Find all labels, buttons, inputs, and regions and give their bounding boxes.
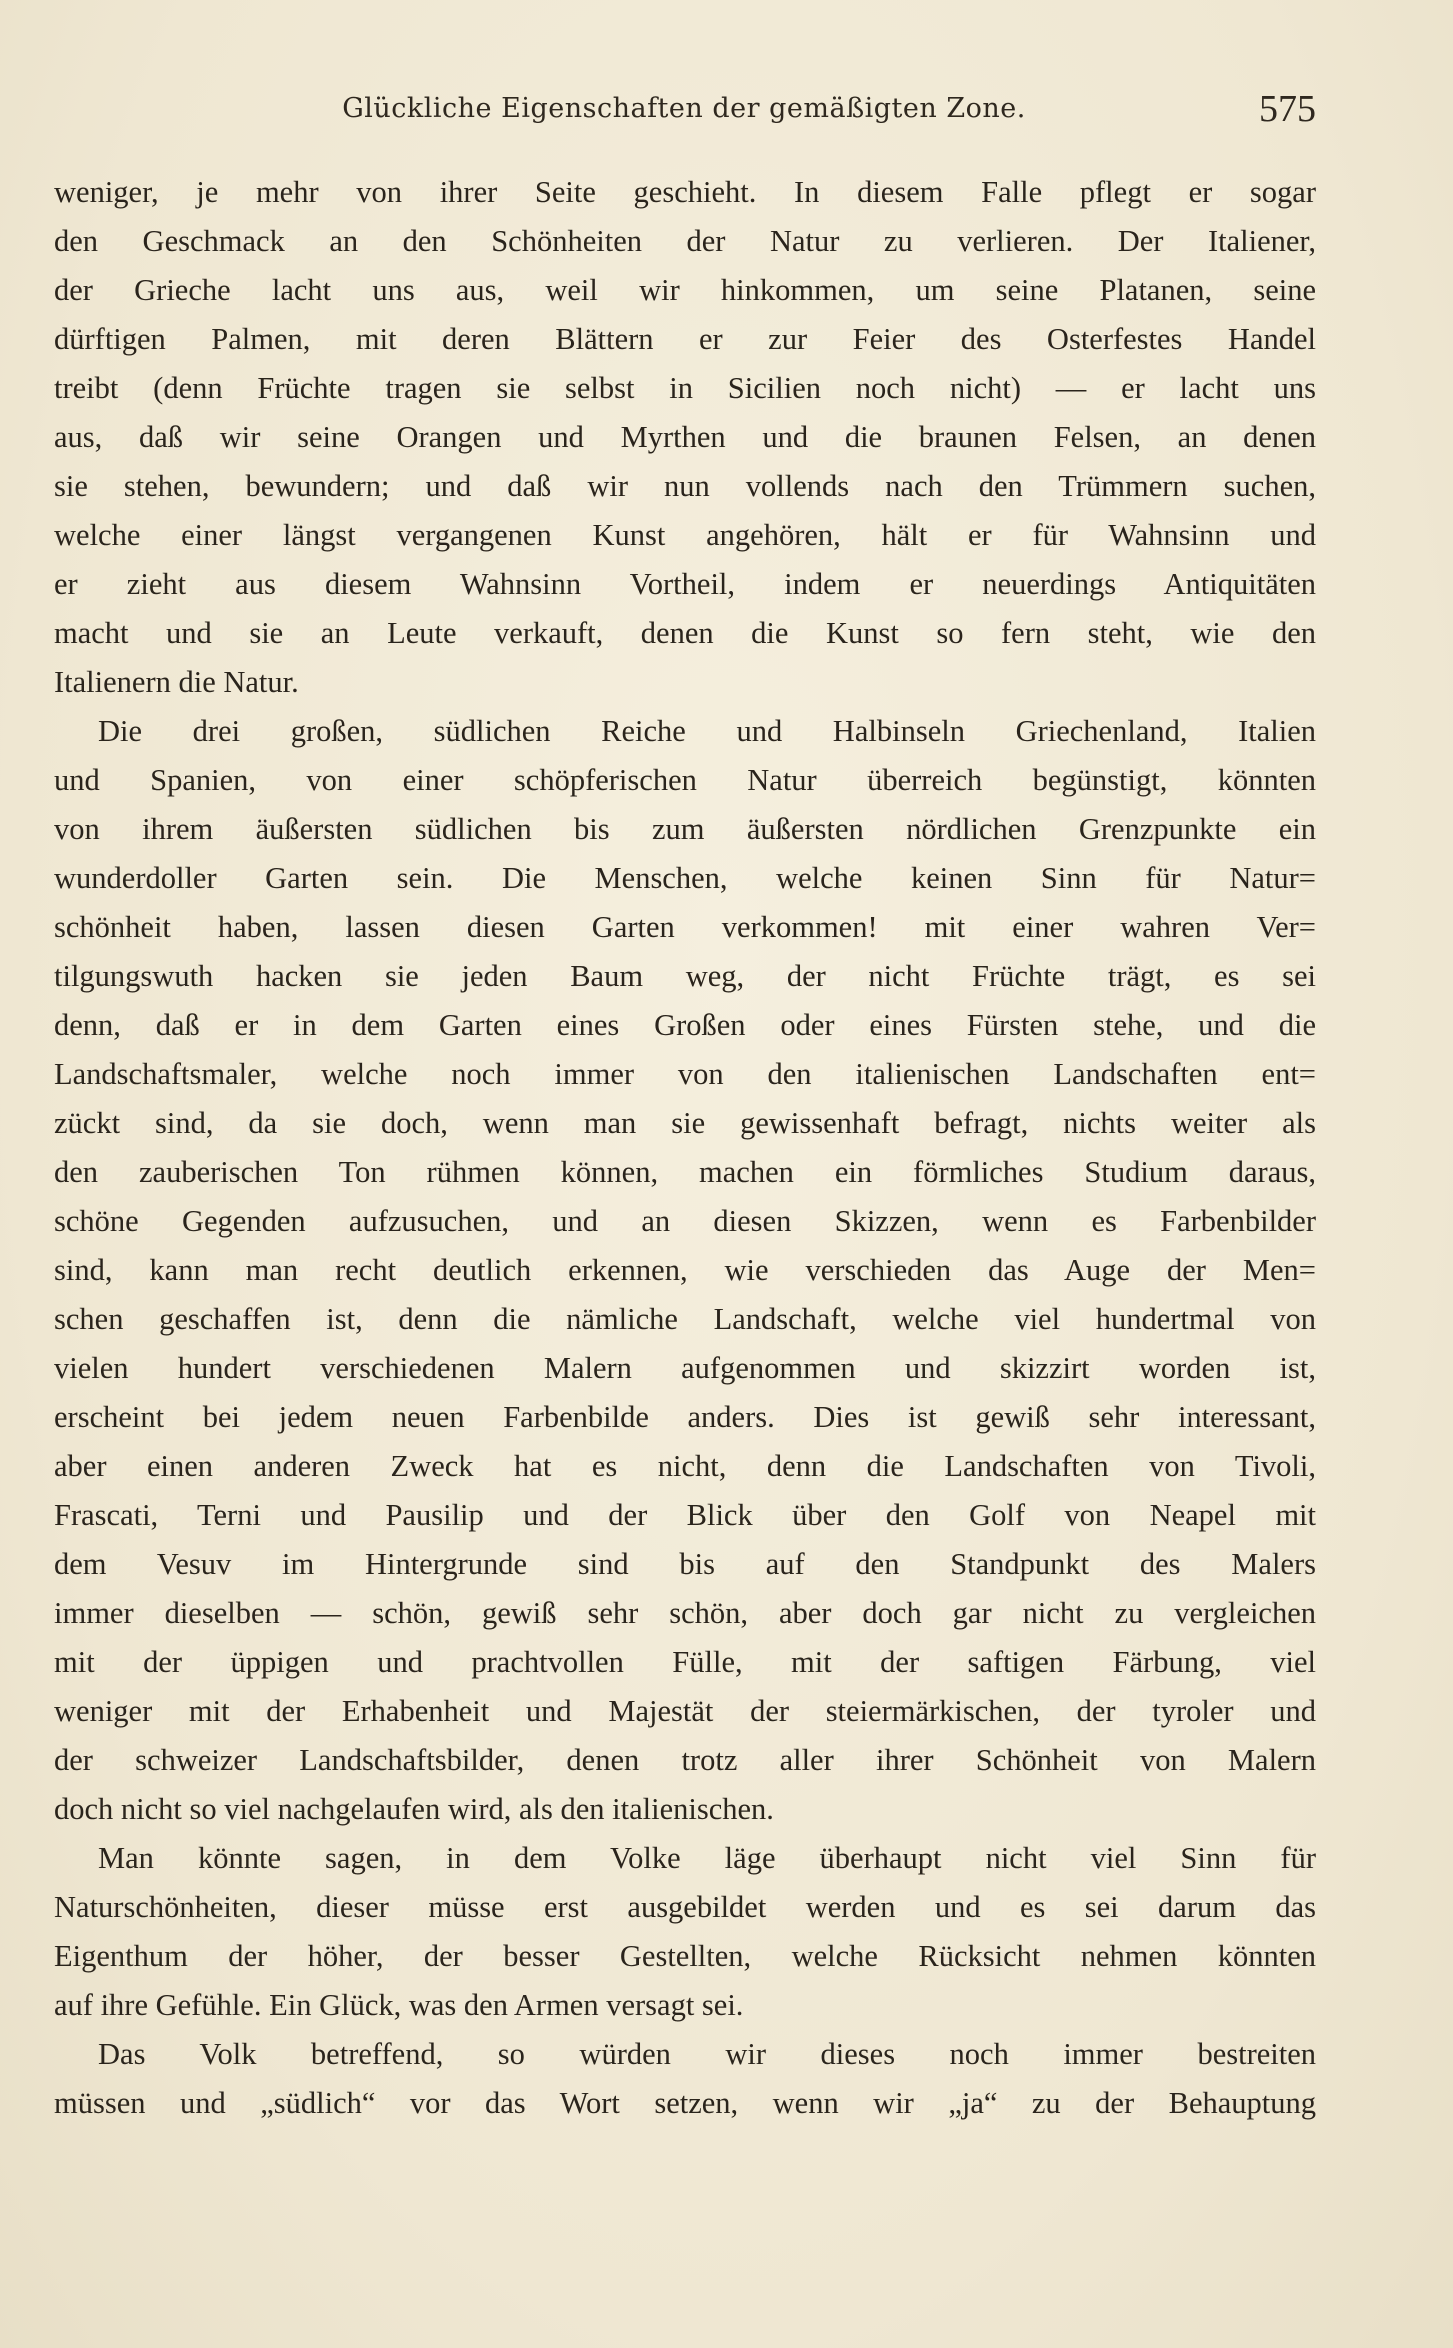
text-line: Die drei großen, südlichen Reiche und Halbinseln Griechenland, Italien [98, 714, 1316, 748]
text-line: schöne Gegenden aufzusuchen, und an diesen Skizzen, wenn es Farbenbilder [54, 1204, 1316, 1238]
running-title: Glückliche Eigenschaften der gemäßigten Zone. [342, 93, 1026, 124]
paragraph [54, 2030, 1316, 2128]
text-line: sie stehen, bewundern; und daß wir nun vollends nach den Trümmern suchen, [54, 469, 1316, 503]
paragraph [54, 1834, 1316, 2030]
text-line: er zieht aus diesem Wahnsinn Vortheil, indem er neuerdings Antiquitäten [54, 567, 1316, 601]
text-line: zückt sind, da sie doch, wenn man sie gewissenhaft befragt, nichts weiter als [54, 1106, 1316, 1140]
text-line: den Geschmack an den Schönheiten der Natur zu verlieren. Der Italiener, [54, 224, 1316, 258]
text-line: der schweizer Landschaftsbilder, denen trotz aller ihrer Schönheit von Malern [54, 1743, 1316, 1777]
text-line: der Grieche lacht uns aus, weil wir hinkommen, um seine Platanen, seine [54, 273, 1316, 307]
text-line: Italienern die Natur. [54, 665, 299, 699]
text-line: Das Volk betreffend, so würden wir dieses noch immer bestreiten [98, 2037, 1316, 2071]
text-line: Landschaftsmaler, welche noch immer von den italienischen Landschaften ent= [54, 1057, 1316, 1091]
text-line: aber einen anderen Zweck hat es nicht, denn die Landschaften von Tivoli, [54, 1449, 1316, 1483]
text-line: Man könnte sagen, in dem Volke läge überhaupt nicht viel Sinn für [98, 1841, 1316, 1875]
text-line: schen geschaffen ist, denn die nämliche Landschaft, welche viel hundertmal von [54, 1302, 1316, 1336]
text-line: sind, kann man recht deutlich erkennen, wie verschieden das Auge der Men= [54, 1253, 1316, 1287]
text-line: doch nicht so viel nachgelaufen wird, als den italienischen. [54, 1792, 774, 1826]
text-line: den zauberischen Ton rühmen können, machen ein förmliches Studium daraus, [54, 1155, 1316, 1189]
text-line: Naturschönheiten, dieser müsse erst ausgebildet werden und es sei darum das [54, 1890, 1316, 1924]
paragraph [54, 168, 1316, 707]
text-line: schönheit haben, lassen diesen Garten verkommen! mit einer wahren Ver= [54, 910, 1316, 944]
text-line: wunderdoller Garten sein. Die Menschen, welche keinen Sinn für Natur= [54, 861, 1316, 895]
text-line: mit der üppigen und prachtvollen Fülle, mit der saftigen Färbung, viel [54, 1645, 1316, 1679]
body-text [54, 168, 1316, 2128]
text-line: aus, daß wir seine Orangen und Myrthen und die braunen Felsen, an denen [54, 420, 1316, 454]
text-line: dürftigen Palmen, mit deren Blättern er zur Feier des Osterfestes Handel [54, 322, 1316, 356]
text-line: vielen hundert verschiedenen Malern aufgenommen und skizzirt worden ist, [54, 1351, 1316, 1385]
text-line: erscheint bei jedem neuen Farbenbilde anders. Dies ist gewiß sehr interessant, [54, 1400, 1316, 1434]
text-line: auf ihre Gefühle. Ein Glück, was den Armen versagt sei. [54, 1988, 744, 2022]
text-line: treibt (denn Früchte tragen sie selbst in Sicilien noch nicht) — er lacht uns [54, 371, 1316, 405]
paragraph [54, 707, 1316, 1834]
page-header [54, 86, 1314, 132]
text-line: denn, daß er in dem Garten eines Großen oder eines Fürsten stehe, und die [54, 1008, 1316, 1042]
text-line: welche einer längst vergangenen Kunst angehören, hält er für Wahnsinn und [54, 518, 1316, 552]
page-number: 575 [1259, 88, 1316, 130]
text-line: müssen und „südlich“ vor das Wort setzen, wenn wir „ja“ zu der Behauptung [54, 2086, 1316, 2120]
text-line: tilgungswuth hacken sie jeden Baum weg, der nicht Früchte trägt, es sei [54, 959, 1316, 993]
text-line: immer dieselben — schön, gewiß sehr schön, aber doch gar nicht zu vergleichen [54, 1596, 1316, 1630]
text-line: dem Vesuv im Hintergrunde sind bis auf den Standpunkt des Malers [54, 1547, 1316, 1581]
text-line: von ihrem äußersten südlichen bis zum äußersten nördlichen Grenzpunkte ein [54, 812, 1316, 846]
text-line: macht und sie an Leute verkauft, denen die Kunst so fern steht, wie den [54, 616, 1316, 650]
text-line: Frascati, Terni und Pausilip und der Blick über den Golf von Neapel mit [54, 1498, 1316, 1532]
text-line: weniger, je mehr von ihrer Seite geschieht. In diesem Falle pflegt er sogar [54, 175, 1316, 209]
text-line: weniger mit der Erhabenheit und Majestät der steiermärkischen, der tyroler und [54, 1694, 1316, 1728]
text-line: und Spanien, von einer schöpferischen Natur überreich begünstigt, könnten [54, 763, 1316, 797]
text-line: Eigenthum der höher, der besser Gestellten, welche Rücksicht nehmen könnten [54, 1939, 1316, 1973]
